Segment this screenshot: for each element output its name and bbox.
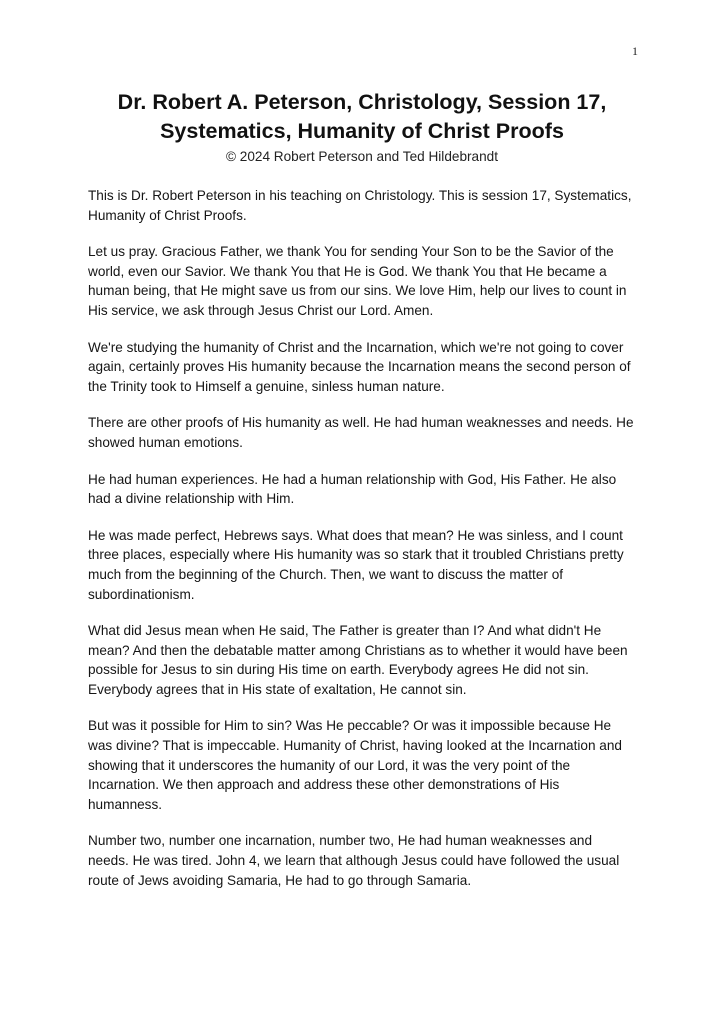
paragraph-5: He had human experiences. He had a human relationship with God, His Father. He also had a divine relationship with Him. (88, 471, 617, 507)
paragraph-9: Number two, number one incarnation, number two, He had human weaknesses and needs. He was tired. John 4, we learn that although Jesus could have followed the usual route of Jews avoiding Samaria, He had to go through Samaria. (88, 833, 620, 888)
document-header (60, 88, 664, 166)
paragraph-1: This is Dr. Robert Peterson in his teaching on Christology. This is session 17, Systematics, Humanity of Christ Proofs. (88, 188, 632, 223)
copyright-notice: © 2024 Robert Peterson and Ted Hildebrandt (225, 149, 498, 164)
title-line-1: Dr. Robert A. Peterson, Christology, Session 17, (117, 90, 607, 114)
paragraph-7: What did Jesus mean when He said, The Father is greater than I? And what didn't He mean? And then the debatable matter among Christians as to whether it would have been possible for Jesus to sin during His time on earth. Everybody agrees He did not sin. Everybody agrees that in His state of exaltation, He cannot sin. (88, 623, 628, 697)
document-body (88, 186, 636, 907)
document-title (60, 88, 664, 146)
title-line-2: Systematics, Humanity of Christ Proofs (160, 119, 564, 143)
paragraph-2: Let us pray. Gracious Father, we thank You for sending Your Son to be the Savior of the world, even our Savior. We thank You that He is God. We thank You that He became a human being, that He might save us from our sins. We love Him, help our lives to count in His service, we ask through Jesus Christ our Lord. Amen. (88, 244, 627, 318)
paragraph-6: He was made perfect, Hebrews says. What does that mean? He was sinless, and I count three places, especially where His humanity was so stark that it troubled Christians pretty much from the beginning of the Church. Then, we want to discuss the matter of subordinationism. (88, 527, 624, 602)
paragraph-4: There are other proofs of His humanity as well. He had human weaknesses and needs. He showed human emotions. (88, 415, 634, 450)
page-number: 1 (632, 44, 638, 58)
paragraph-8: But was it possible for Him to sin? Was He peccable? Or was it impossible because He was divine? That is impeccable. Humanity of Christ, having looked at the Incarnation and showing that it underscores the humanity of our Lord, it was the very point of the Incarnation. We then approach and address these other demonstrations of His humanness. (88, 718, 622, 812)
paragraph-3: We're studying the humanity of Christ and the Incarnation, which we're not going to cover again, certainly proves His humanity because the Incarnation means the second person of the Trinity took to Himself a genuine, sinless human nature. (88, 339, 631, 394)
